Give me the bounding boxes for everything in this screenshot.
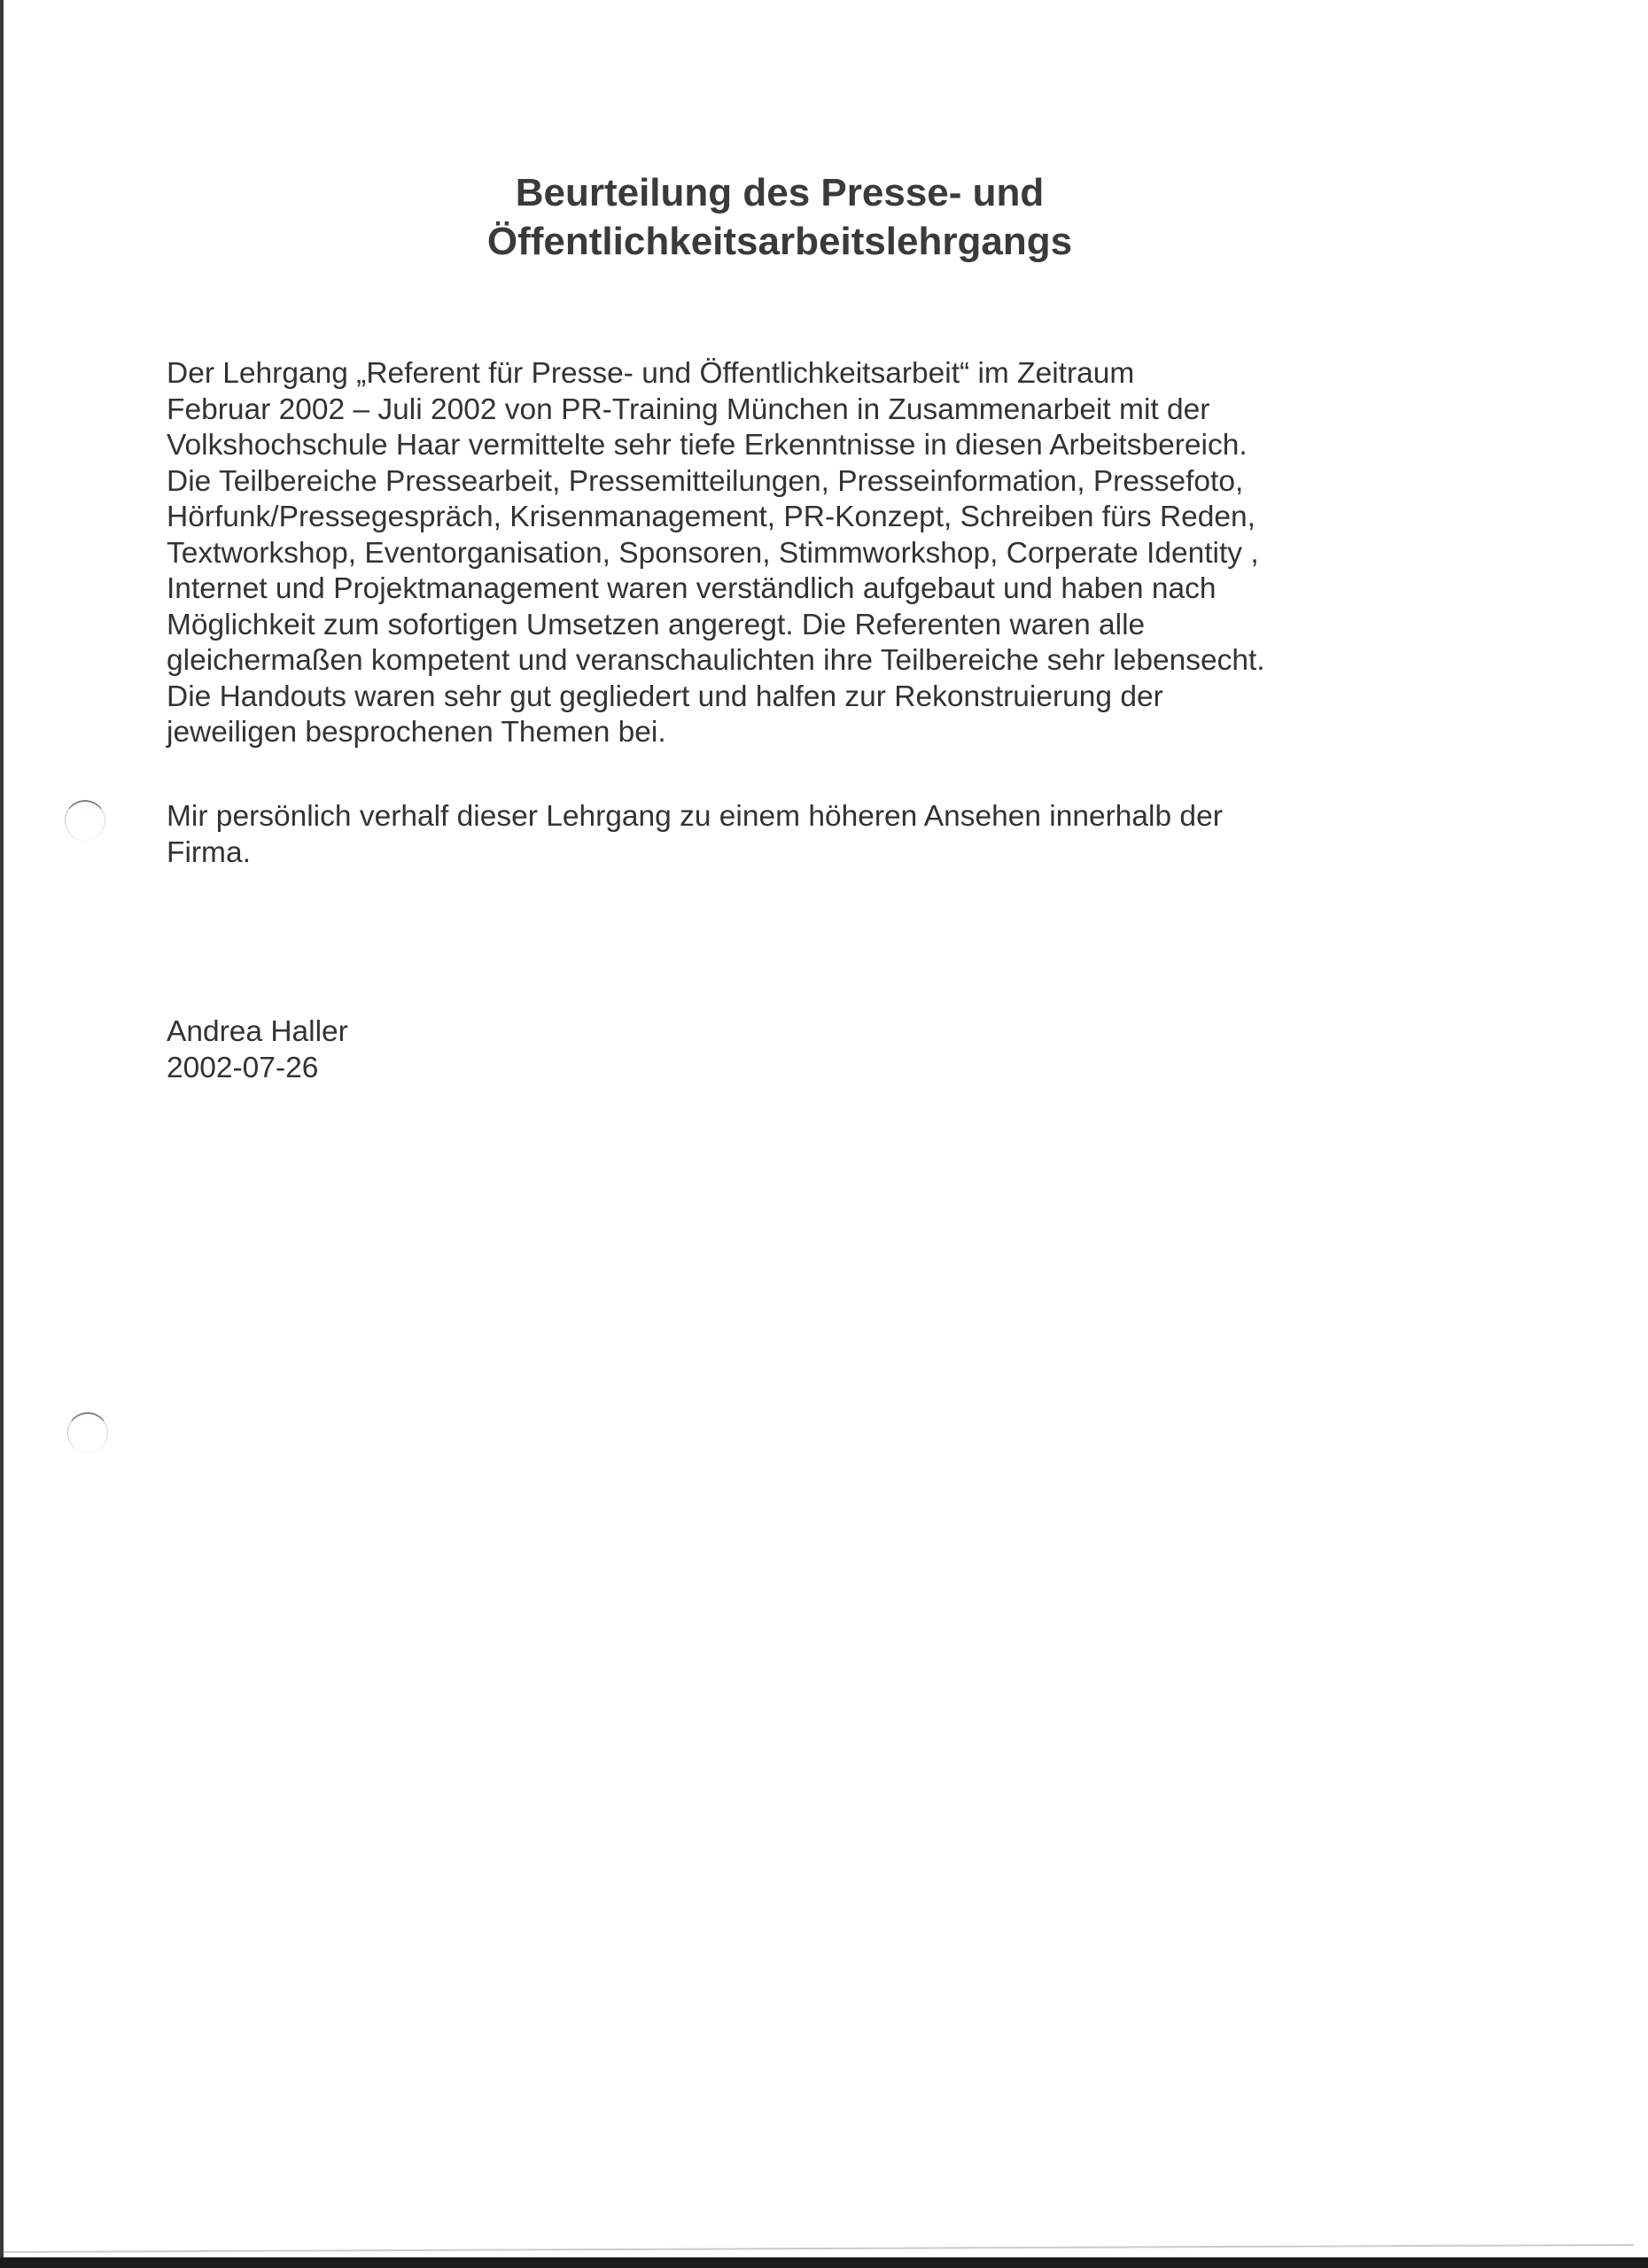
title-line: Beurteilung des Presse- und	[515, 171, 1045, 214]
paragraph-line: Volkshochschule Haar vermittelte sehr tiefe Erkenntnisse in diesen Arbeitsbereich.	[167, 429, 1248, 462]
paragraph-line: Internet und Projektmanagement waren verständlich aufgebaut und haben nach	[167, 572, 1217, 605]
scan-left-edge	[0, 0, 4, 2268]
paragraph-line: Februar 2002 – Juli 2002 von PR-Training München in Zusammenarbeit mit der	[167, 392, 1210, 426]
paragraph-line: gleichermaßen kompetent und veranschaulichten ihre Teilbereiche sehr lebensecht.	[167, 644, 1265, 677]
paragraph-line: jeweiligen besprochenen Themen bei.	[167, 716, 666, 749]
paragraph-course-evaluation	[167, 356, 1425, 751]
title-line: Öffentlichkeitsarbeitslehrgangs	[486, 220, 1073, 263]
paragraph-line: Die Handouts waren sehr gut gegliedert und halfen zur Rekonstruierung der	[167, 680, 1163, 713]
paragraph-line: Mir persönlich verhalf dieser Lehrgang zu einem höheren Ansehen innerhalb der	[167, 800, 1223, 833]
punch-hole-mark	[67, 1412, 108, 1453]
paragraph-line: Firma.	[167, 835, 251, 869]
signature-block	[167, 1014, 1425, 1086]
paragraph-line: Die Teilbereiche Pressearbeit, Pressemitteilungen, Presseinformation, Pressefoto,	[167, 464, 1244, 498]
signature-name: Andrea Haller	[167, 1015, 348, 1048]
signature-date: 2002-07-26	[167, 1051, 319, 1084]
paragraph-line: Der Lehrgang „Referent für Presse- und Öffentlichkeitsarbeit“ im Zeitraum	[167, 357, 1135, 390]
paragraph-line: Textworkshop, Eventorganisation, Sponsoren, Stimmworkshop, Corperate Identity ,	[167, 536, 1259, 570]
scan-bottom-line	[4, 2244, 1634, 2253]
paragraph-line: Möglichkeit zum sofortigen Umsetzen angeregt. Die Referenten waren alle	[167, 608, 1146, 641]
paragraph-line: Hörfunk/Pressegespräch, Krisenmanagement, PR-Konzept, Schreiben fürs Reden,	[167, 501, 1255, 533]
scan-bottom-edge	[0, 2257, 1648, 2268]
punch-hole-mark	[65, 800, 105, 841]
document-title	[0, 168, 1559, 266]
paragraph-personal-benefit	[167, 799, 1425, 871]
